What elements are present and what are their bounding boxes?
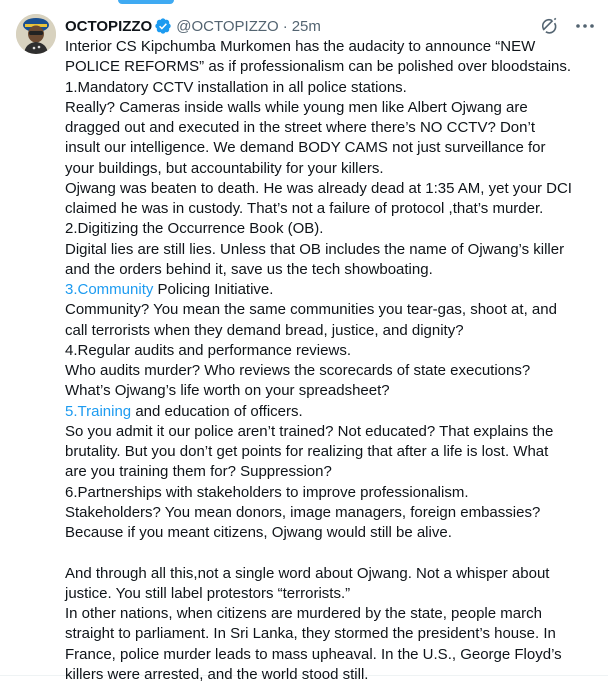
tweet-line <box>65 280 597 300</box>
tweet-line: insult our intelligence. We demand BODY CAMS not just surveillance for <box>65 139 546 157</box>
tweet-line-text: and education of officers. <box>131 402 303 420</box>
tweet-header <box>65 15 596 37</box>
tweet-line: Ojwang was beaten to death. He was already dead at 1:35 AM, yet your DCI <box>65 179 572 197</box>
header-actions <box>540 17 596 35</box>
timestamp[interactable]: 25m <box>291 17 321 35</box>
separator-dot: · <box>282 17 288 35</box>
tweet-line: What’s Ojwang’s life worth on your spreadsheet? <box>65 382 390 400</box>
tweet-line: claimed he was in custody. That’s not a failure of protocol ,that’s murder. <box>65 200 544 217</box>
tweet-line-text: Policing Initiative. <box>153 281 274 298</box>
grok-icon[interactable] <box>540 17 558 35</box>
tweet-line: 6.Partnerships with stakeholders to improve professionalism. <box>65 483 469 501</box>
tweet-line: 4.Regular audits and performance reviews. <box>65 341 351 359</box>
tweet-line: Really? Cameras inside walls while young men like Albert Ojwang are <box>65 98 528 116</box>
tweet-line: Who audits murder? Who reviews the scorecards of state executions? <box>65 362 531 379</box>
tweet-line: In other nations, when citizens are murdered by the state, people march <box>65 605 542 622</box>
tweet-line: your buildings, but accountability for your killers. <box>65 159 384 177</box>
display-name[interactable]: OCTOPIZZO <box>65 17 153 35</box>
tweet-line: brutality. But you don’t get points for realizing that after a life is lost. What <box>65 443 549 460</box>
tweet-line: straight to parliament. In Sri Lanka, they stormed the president’s house. In <box>65 625 556 643</box>
training-link[interactable]: 5.Training <box>65 402 132 420</box>
tweet-line: are you training them for? Suppression? <box>65 463 332 481</box>
tweet-line: dragged out and executed in the street where there’s NO CCTV? Don’t <box>65 119 535 136</box>
tweet-line: 1.Mandatory CCTV installation in all police stations. <box>65 78 407 96</box>
tweet-line: call terrorists when they demand bread, justice, and dignity? <box>65 321 464 339</box>
tweet-line: Stakeholders? You mean donors, image managers, foreign embassies? <box>65 503 541 521</box>
tweet-line: Because if you meant citizens, Ojwang would still be alive. <box>65 524 452 541</box>
tweet-line: Interior CS Kipchumba Murkomen has the audacity to announce “NEW <box>65 38 536 55</box>
verified-badge-icon <box>154 17 172 35</box>
more-options-icon[interactable] <box>574 17 596 35</box>
avatar[interactable] <box>16 14 56 54</box>
tweet-line <box>65 402 597 422</box>
tweet-line: and the orders behind it, save us the tech showboating. <box>65 260 433 278</box>
tweet-line: POLICE REFORMS” as if professionalism can be polished over bloodstains. <box>65 58 572 76</box>
tweet-line: justice. You still label protestors “terrorists.” <box>65 584 351 602</box>
tweet-text <box>65 37 597 685</box>
tweet-line: And through all this,not a single word about Ojwang. Not a whisper about <box>65 564 550 582</box>
tweet-line: Community? You mean the same communities you tear-gas, shoot at, and <box>65 301 557 319</box>
tweet-line: Digital lies are still lies. Unless that OB includes the name of Ojwang’s killer <box>65 240 565 258</box>
tweet-line: France, police murder leads to mass upheaval. In the U.S., George Floyd’s <box>65 645 562 663</box>
blank-line <box>65 543 597 563</box>
avatar-image <box>16 14 56 54</box>
community-link[interactable]: 3.Community <box>65 281 154 298</box>
user-handle[interactable]: @OCTOPIZZO <box>176 17 279 35</box>
tweet-line: killers were arrested, and the world stood still. <box>65 665 369 683</box>
tweet-line: So you admit it our police aren’t trained? Not educated? That explains the <box>65 422 554 440</box>
tweet-line: 2.Digitizing the Occurrence Book (OB). <box>65 220 324 238</box>
